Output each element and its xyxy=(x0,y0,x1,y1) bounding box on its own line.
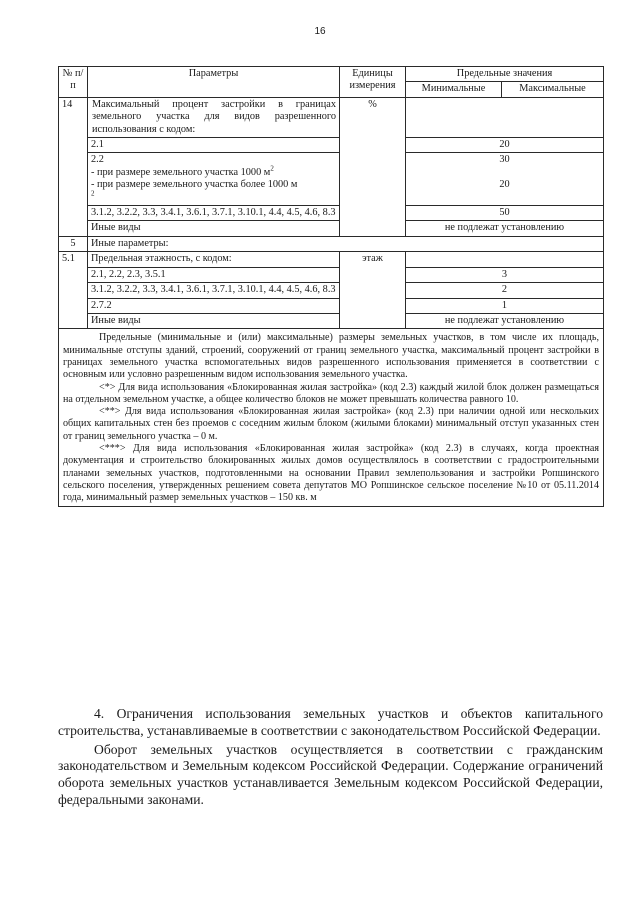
value-line: 30 xyxy=(499,154,510,166)
body-paragraph: Оборот земельных участков осуществляется в соответствии с гражданским законодательством и Земельным кодексом Российской Федерации. Содержание ограничений оборота земельных участков устанавливается Земельным кодексом Российской Федерации, федеральными законами. xyxy=(58,741,603,807)
row-num-5-1: 5.1 xyxy=(59,252,88,329)
table-row xyxy=(59,236,604,251)
header-min: Минимальные xyxy=(406,82,502,97)
section-5-1-unit: этаж xyxy=(340,252,406,329)
row-num-5: 5 xyxy=(59,236,88,251)
value-cell: 20 xyxy=(406,138,604,153)
note-paragraph: <***> Для вида использования «Блокированная жилая застройка» (код 2.3) в случаях, когда проектная документация и строительство блокированных жилых домов осуществлялось в соответствии с градостроительными планами земельных участков, подготовленными на основании Правил землепользования и застройки Ропшинского сельского поселения, утвержденных решением совета депутатов МО Ропшинское сельское поселение №10 от 05.11.2014 года, минимальный размер земельных участков – 150 кв. м xyxy=(63,442,600,504)
notes-cell xyxy=(59,329,604,507)
table-row xyxy=(59,252,604,267)
section-5-title: Иные параметры: xyxy=(88,236,604,251)
param-cell: 2.1, 2.2, 2.3, 3.5.1 xyxy=(88,267,340,282)
param-cell: 2.7.2 xyxy=(88,298,340,313)
param-line: - при размере земельного участка 1000 $м^2$ xyxy=(91,164,274,178)
header-params: Параметры xyxy=(88,67,340,98)
section-4-heading: 4. Ограничения использования земельных участков и объектов капитального строительства, устанавливаемые в соответствии с законодательством Российской Федерации. xyxy=(58,706,603,738)
header-max: Максимальные xyxy=(502,82,604,97)
table-row xyxy=(59,206,604,221)
section-14-title: Максимальный процент застройки в границах земельного участка для видов разрешенного использования с кодом: xyxy=(88,97,340,137)
table-row xyxy=(59,313,604,328)
table-row xyxy=(59,329,604,507)
table-header-row xyxy=(59,67,604,82)
table-row xyxy=(59,298,604,313)
value-cell: 2 xyxy=(406,283,604,298)
section-14-empty-cell xyxy=(406,97,604,137)
section-5-1-title: Предельная этажность, с кодом: xyxy=(88,252,340,267)
value-cell: 50 xyxy=(406,206,604,221)
param-cell: Иные виды xyxy=(88,221,340,236)
note-paragraph: <**> Для вида использования «Блокированная жилая застройка» (код 2.3) при наличии одной или нескольких общих капитальных стен без проемов с соседним жилым блоком (жилыми блоками) минимальный отступ указанных стен от границ земельного участка – 0 м. xyxy=(63,406,600,442)
table-row xyxy=(59,138,604,153)
body-text xyxy=(58,706,603,811)
note-paragraph: <*> Для вида использования «Блокированная жилая застройка» (код 2.3) каждый жилой блок должен размещаться на отдельном земельном участке, а общее количество блоков не может превышать количества равного 10. xyxy=(63,381,600,405)
table-row xyxy=(59,153,604,206)
param-cell xyxy=(88,153,340,206)
table-row xyxy=(59,267,604,282)
value-cell: 1 xyxy=(406,298,604,313)
table-row xyxy=(59,221,604,236)
param-cell: 3.1.2, 3.2.2, 3.3, 3.4.1, 3.6.1, 3.7.1, 3.10.1, 4.4, 4.5, 4.6, 8.3 xyxy=(88,283,340,298)
note-paragraph: Предельные (минимальные и (или) максимальные) размеры земельных участков, в том числе их площадь, минимальные отступы зданий, строений, сооружений от границ земельного участка, максимальный процент застройки в границах земельного участка вспомогательных видов разрешенного использования применяется в соответствии с основным или условно разрешенным видом использования земельного участка. xyxy=(63,332,600,381)
superscript: 2 xyxy=(270,164,274,173)
value-cell: 3 xyxy=(406,267,604,282)
value-line: 20 xyxy=(499,178,510,190)
section-14-unit: % xyxy=(340,97,406,236)
param-code: 2.2 xyxy=(91,154,104,166)
superscript: 2 xyxy=(91,189,95,198)
parameters-table xyxy=(58,66,604,507)
header-limits: Предельные значения xyxy=(406,67,604,82)
param-cell: 3.1.2, 3.2.2, 3.3, 3.4.1, 3.6.1, 3.7.1, 3.10.1, 4.4, 4.5, 4.6, 8.3 xyxy=(88,206,340,221)
section-5-1-empty-cell xyxy=(406,252,604,267)
table-row xyxy=(59,283,604,298)
row-num-14: 14 xyxy=(59,97,88,236)
value-cell: не подлежат установлению xyxy=(406,313,604,328)
value-cell: не подлежат установлению xyxy=(406,221,604,236)
param-line: - при размере земельного участка более 1000 м $^2$ xyxy=(91,179,298,198)
table-row xyxy=(59,97,604,137)
param-cell: Иные виды xyxy=(88,313,340,328)
page-number: 16 xyxy=(314,26,326,37)
param-cell: 2.1 xyxy=(88,138,340,153)
header-num: № п/п xyxy=(59,67,88,98)
value-cell xyxy=(406,153,604,206)
header-units: Единицы измерения xyxy=(340,67,406,98)
